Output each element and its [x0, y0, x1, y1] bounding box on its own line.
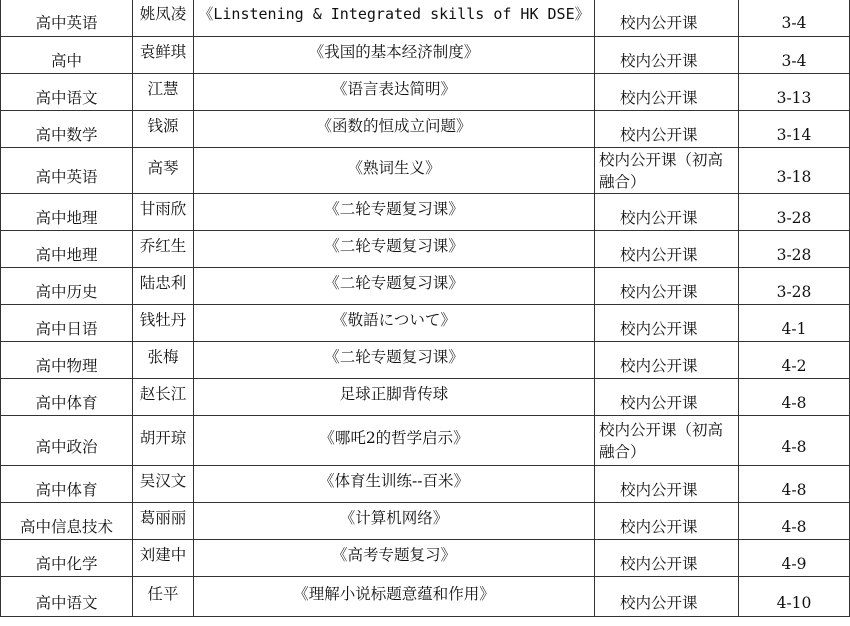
teacher-cell: 江慧	[133, 74, 194, 111]
topic-cell: 《哪吒2的哲学启示》	[194, 416, 595, 466]
subject-cell: 高中语文	[1, 577, 133, 617]
lessons-table-body	[1, 0, 850, 617]
topic-cell: 《二轮专题复习课》	[194, 342, 595, 379]
subject-cell: 高中体育	[1, 379, 133, 416]
table-row	[1, 577, 850, 617]
date-cell: 3-4	[739, 37, 850, 74]
type-cell: 校内公开课	[595, 194, 739, 231]
type-cell: 校内公开课	[595, 37, 739, 74]
date-cell: 4-8	[739, 416, 850, 466]
subject-cell: 高中英语	[1, 0, 133, 37]
type-cell: 校内公开课	[595, 577, 739, 617]
subject-cell: 高中	[1, 37, 133, 74]
topic-cell: 《理解小说标题意蕴和作用》	[194, 577, 595, 617]
date-cell: 3-28	[739, 268, 850, 305]
type-cell: 校内公开课（初高融合）	[595, 416, 739, 466]
type-cell: 校内公开课（初高融合）	[595, 148, 739, 194]
subject-cell: 高中语文	[1, 74, 133, 111]
teacher-cell: 袁鲜琪	[133, 37, 194, 74]
teacher-cell: 钱源	[133, 111, 194, 148]
teacher-cell: 吴汉文	[133, 466, 194, 503]
subject-cell: 高中地理	[1, 194, 133, 231]
date-cell: 3-28	[739, 194, 850, 231]
table-row	[1, 416, 850, 466]
topic-cell: 《二轮专题复习课》	[194, 268, 595, 305]
teacher-cell: 高琴	[133, 148, 194, 194]
teacher-cell: 姚凤凌	[133, 0, 194, 37]
date-cell: 4-8	[739, 503, 850, 540]
type-cell: 校内公开课	[595, 74, 739, 111]
subject-cell: 高中信息技术	[1, 503, 133, 540]
date-cell: 3-14	[739, 111, 850, 148]
date-cell: 4-10	[739, 577, 850, 617]
subject-cell: 高中地理	[1, 231, 133, 268]
subject-cell: 高中英语	[1, 148, 133, 194]
date-cell: 3-28	[739, 231, 850, 268]
topic-cell: 《函数的恒成立问题》	[194, 111, 595, 148]
date-cell: 3-18	[739, 148, 850, 194]
type-cell: 校内公开课	[595, 0, 739, 37]
table-row	[1, 540, 850, 577]
topic-cell: 《Linstening & Integrated skills of HK DSE》	[194, 0, 595, 37]
table-row	[1, 305, 850, 342]
teacher-cell: 赵长江	[133, 379, 194, 416]
topic-cell: 《二轮专题复习课》	[194, 194, 595, 231]
table-row	[1, 194, 850, 231]
table-row	[1, 37, 850, 74]
table-row	[1, 379, 850, 416]
topic-cell: 足球正脚背传球	[194, 379, 595, 416]
date-cell: 4-8	[739, 379, 850, 416]
date-cell: 4-2	[739, 342, 850, 379]
topic-cell: 《计算机网络》	[194, 503, 595, 540]
teacher-cell: 乔红生	[133, 231, 194, 268]
teacher-cell: 甘雨欣	[133, 194, 194, 231]
teacher-cell: 葛丽丽	[133, 503, 194, 540]
topic-cell: 《熟词生义》	[194, 148, 595, 194]
type-cell: 校内公开课	[595, 231, 739, 268]
table-row	[1, 111, 850, 148]
subject-cell: 高中历史	[1, 268, 133, 305]
table-row	[1, 466, 850, 503]
teacher-cell: 胡开琼	[133, 416, 194, 466]
topic-cell: 《二轮专题复习课》	[194, 231, 595, 268]
teacher-cell: 陆忠利	[133, 268, 194, 305]
subject-cell: 高中日语	[1, 305, 133, 342]
date-cell: 4-1	[739, 305, 850, 342]
topic-cell: 《语言表达简明》	[194, 74, 595, 111]
teacher-cell: 刘建中	[133, 540, 194, 577]
type-cell: 校内公开课	[595, 268, 739, 305]
table-row	[1, 148, 850, 194]
subject-cell: 高中数学	[1, 111, 133, 148]
topic-cell: 《体育生训练--百米》	[194, 466, 595, 503]
type-cell: 校内公开课	[595, 111, 739, 148]
teacher-cell: 任平	[133, 577, 194, 617]
type-cell: 校内公开课	[595, 540, 739, 577]
table-row	[1, 503, 850, 540]
table-row	[1, 231, 850, 268]
date-cell: 3-13	[739, 74, 850, 111]
table-row	[1, 74, 850, 111]
date-cell: 4-8	[739, 466, 850, 503]
type-cell: 校内公开课	[595, 503, 739, 540]
date-cell: 3-4	[739, 0, 850, 37]
date-cell: 4-9	[739, 540, 850, 577]
subject-cell: 高中物理	[1, 342, 133, 379]
topic-cell: 《高考专题复习》	[194, 540, 595, 577]
subject-cell: 高中政治	[1, 416, 133, 466]
teacher-cell: 张梅	[133, 342, 194, 379]
table-row	[1, 268, 850, 305]
teacher-cell: 钱牡丹	[133, 305, 194, 342]
topic-cell: 《敬語について》	[194, 305, 595, 342]
type-cell: 校内公开课	[595, 379, 739, 416]
table-row	[1, 0, 850, 37]
type-cell: 校内公开课	[595, 305, 739, 342]
topic-cell: 《我国的基本经济制度》	[194, 37, 595, 74]
subject-cell: 高中体育	[1, 466, 133, 503]
subject-cell: 高中化学	[1, 540, 133, 577]
type-cell: 校内公开课	[595, 466, 739, 503]
type-cell: 校内公开课	[595, 342, 739, 379]
table-row	[1, 342, 850, 379]
